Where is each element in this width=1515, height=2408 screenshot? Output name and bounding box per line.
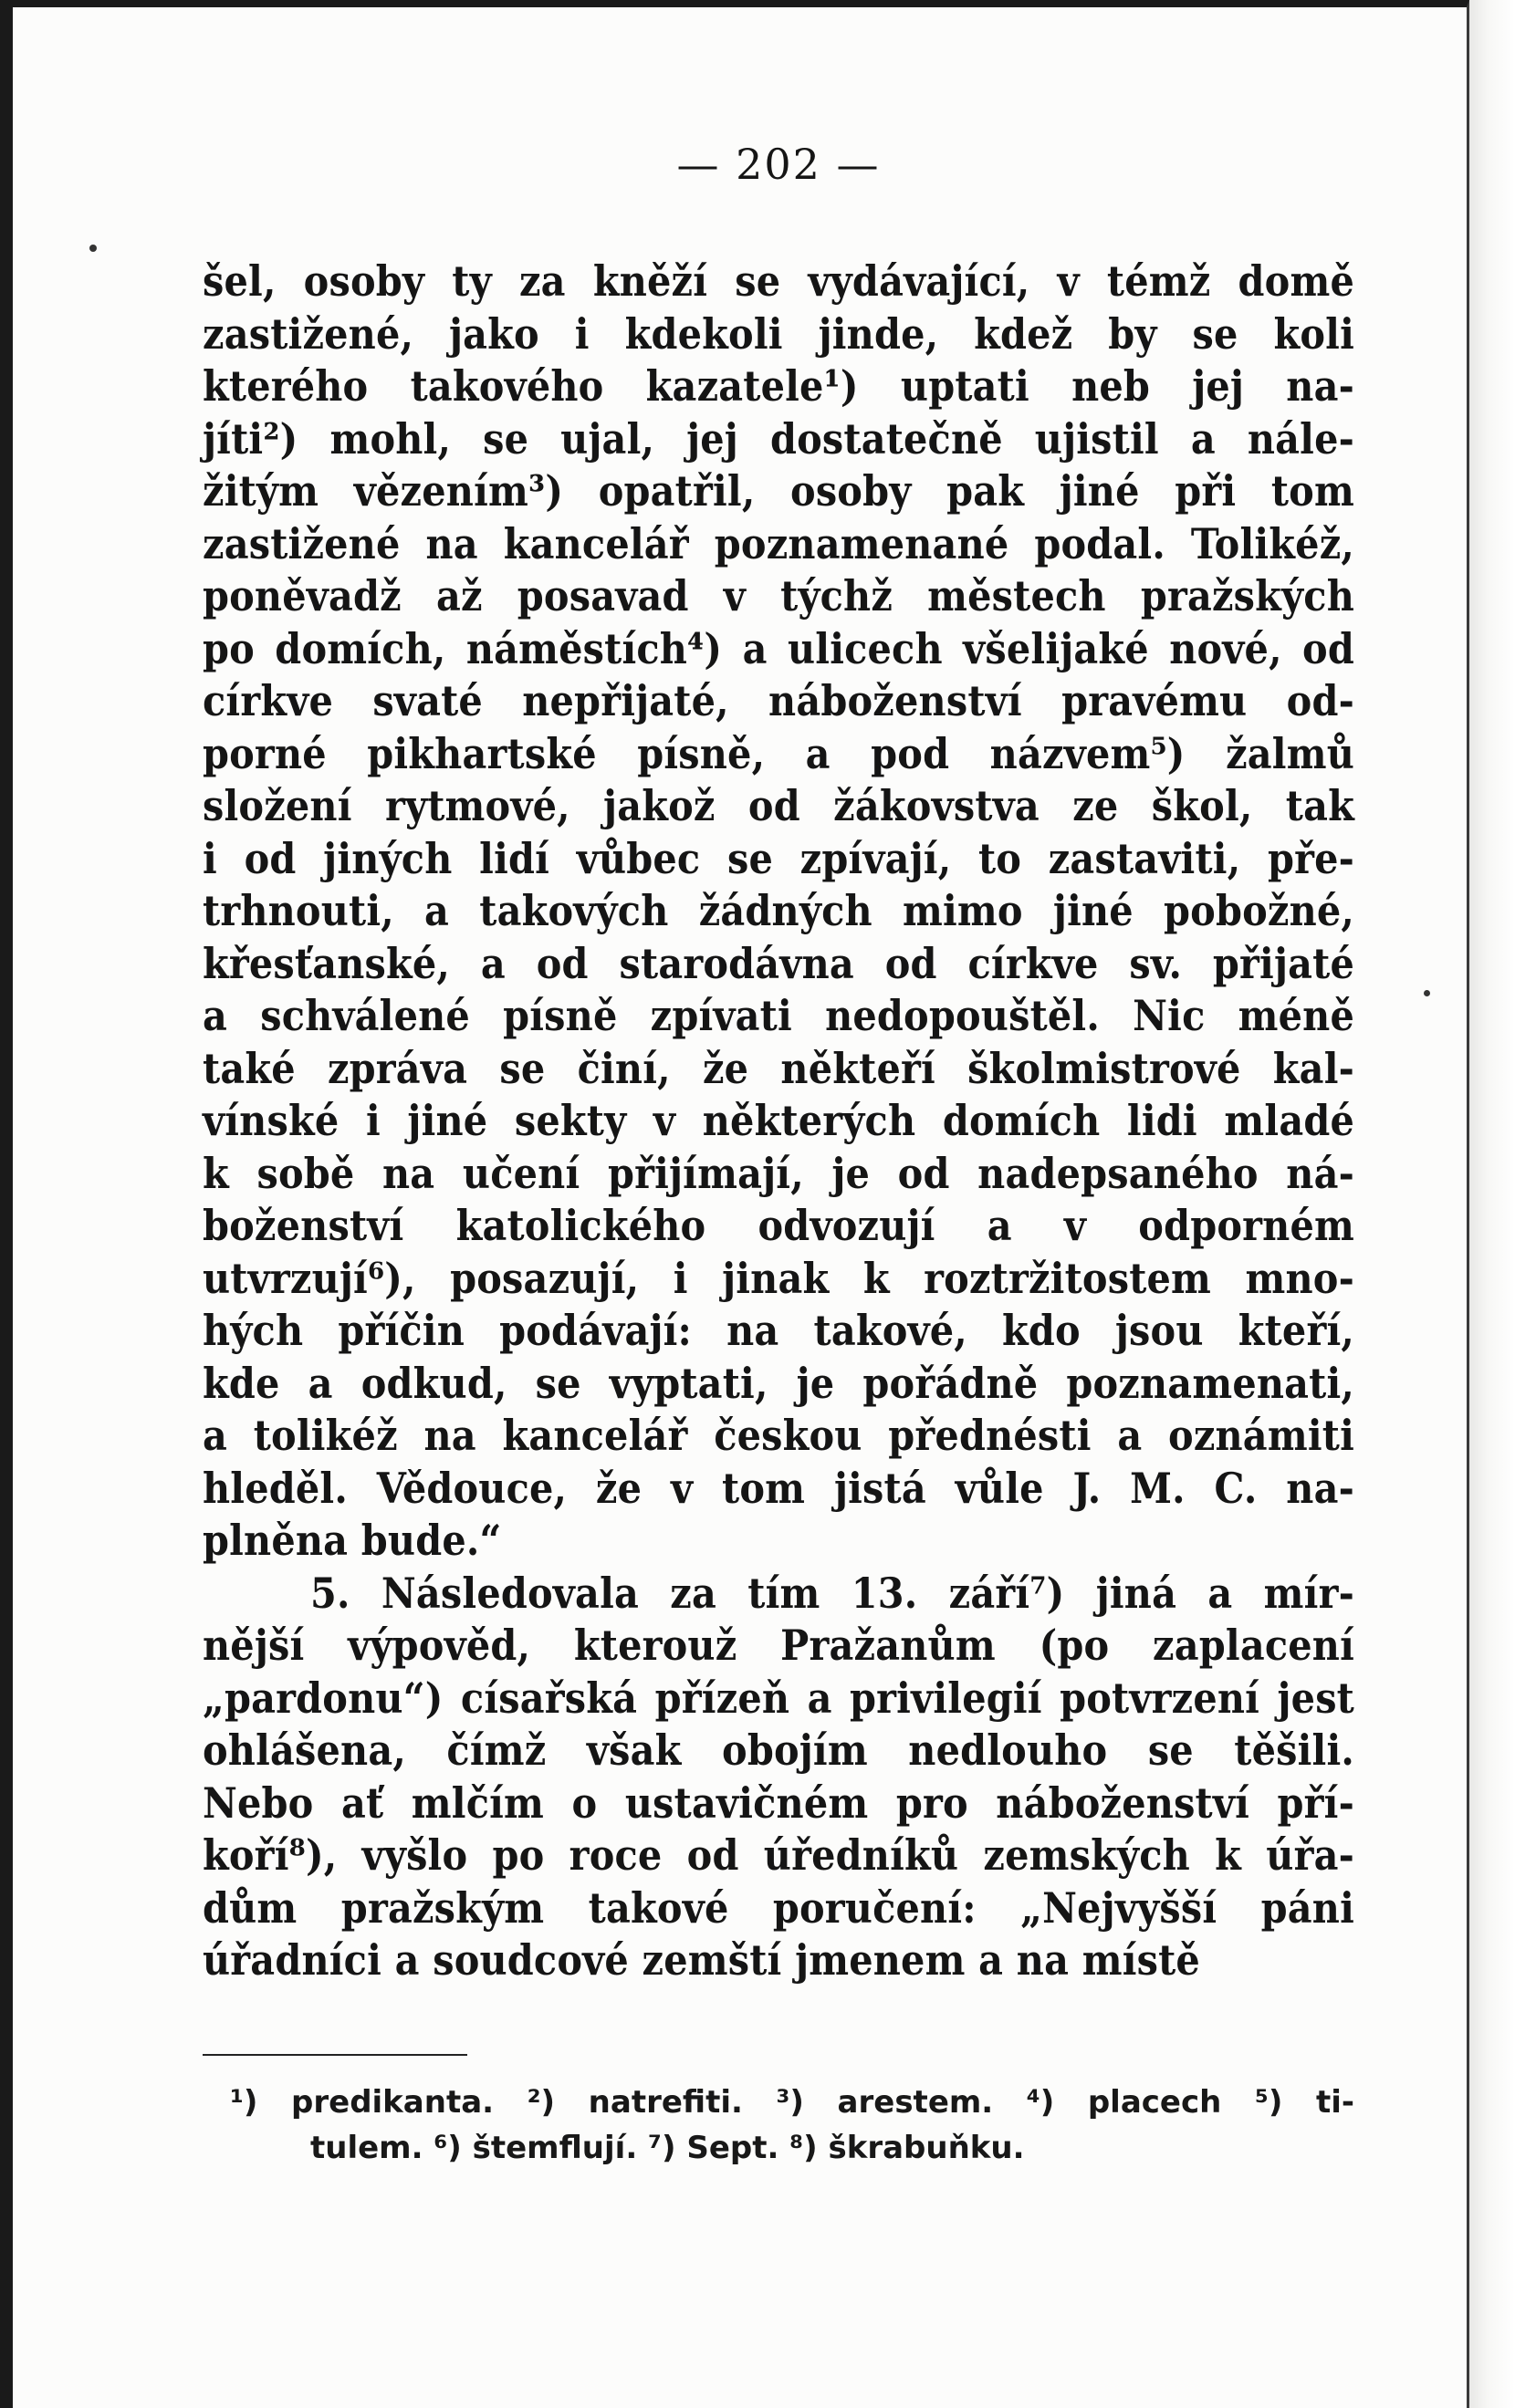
footnotes	[230, 2080, 1354, 2171]
text-line: a tolikéž na kancelář českou přednésti a oznámiti	[203, 1411, 1354, 1460]
text-line: křesťanské, a od starodávna od církve sv. přijaté	[203, 938, 1354, 988]
text-line: kde a odkud, se vyptati, je pořádně poznamenati,	[203, 1358, 1354, 1408]
footnote-line: ¹) predikanta. ²) natrefiti. ³) arestem. ⁴) placech ⁵) ti-	[230, 2084, 1354, 2121]
text-line: jíti²) mohl, se ujal, jej dostatečně ujistil a nále-	[203, 413, 1354, 464]
text-line: nější výpověd, kterouž Pražanům (po zaplacení	[203, 1621, 1354, 1670]
ink-speck	[1424, 990, 1430, 996]
text-line: ohlášena, čímž však obojím nedlouho se těšili.	[203, 1725, 1354, 1775]
footnote-rule	[203, 2054, 467, 2056]
text-line: utvrzují⁶), posazují, i jinak k roztržitostem mno-	[203, 1253, 1354, 1303]
text-line: také zpráva se činí, že někteří školmistrové kal-	[203, 1043, 1354, 1093]
text-line: kterého takového kazatele¹) uptati neb jej na-	[203, 361, 1354, 411]
text-line: vínské i jiné sekty v některých domích lidi mladé	[203, 1096, 1354, 1145]
body-text	[203, 255, 1354, 1987]
footnote-line: tulem. ⁶) štemflují. ⁷) Sept. ⁸) škrabuňku.	[310, 2130, 1025, 2166]
text-line: šel, osoby ty za kněží se vydávající, v témž domě	[203, 256, 1354, 306]
text-line: koří⁸), vyšlo po roce od úředníků zemských k úřa-	[203, 1830, 1354, 1880]
text-line: Nebo ať mlčím o ustavičném pro náboženství pří-	[203, 1777, 1354, 1828]
text-line: „pardonu“) císařská přízeň a privilegií potvrzení jest	[203, 1673, 1354, 1723]
text-line: plněna bude.“	[203, 1516, 502, 1565]
text-line: žitým vězením³) opatřil, osoby pak jiné při tom	[203, 466, 1354, 516]
page-edge	[1469, 0, 1515, 2408]
text-line: zastižené na kancelář poznamenané podal. Tolikéž,	[203, 518, 1354, 568]
text-line: dům pražským takové poručení: „Nejvyšší páni	[203, 1882, 1354, 1933]
text-line: poněvadž až posavad v týchž městech pražských	[203, 571, 1354, 620]
text-line: úřadníci a soudcové zemští jmenem a na místě	[203, 1935, 1200, 1985]
text-line: složení rytmové, jakož od žákovstva ze škol, tak	[203, 781, 1354, 830]
text-line: boženství katolického odvozují a v odporném	[203, 1201, 1354, 1250]
text-line: po domích, náměstích⁴) a ulicech všelijaké nové, od	[203, 623, 1354, 673]
text-line: k sobě na učení přijímají, je od nadepsaného ná-	[203, 1148, 1354, 1198]
text-line: zastižené, jako i kdekoli jinde, kdež by se koli	[203, 308, 1354, 359]
page-text	[203, 137, 1354, 1987]
text-line: a schválené písně zpívati nedopouštěl. Nic méně	[203, 991, 1354, 1040]
text-line: i od jiných lidí vůbec se zpívají, to zastaviti, pře-	[203, 833, 1354, 883]
text-line: hých příčin podávají: na takové, kdo jsou kteří,	[203, 1306, 1354, 1355]
page-number: — 202 —	[676, 140, 881, 189]
text-line: porné pikhartské písně, a pod názvem⁵) žalmů	[203, 728, 1354, 778]
text-line: trhnouti, a takových žádných mimo jiné pobožné,	[203, 886, 1354, 935]
text-line: hleděl. Vědouce, že v tom jistá vůle J. M. C. na-	[203, 1463, 1354, 1513]
text-line: 5. Následovala za tím 13. září⁷) jiná a mír-	[310, 1568, 1354, 1618]
text-line: církve svaté nepřijaté, náboženství pravému od-	[203, 676, 1354, 725]
ink-speck	[89, 245, 97, 252]
